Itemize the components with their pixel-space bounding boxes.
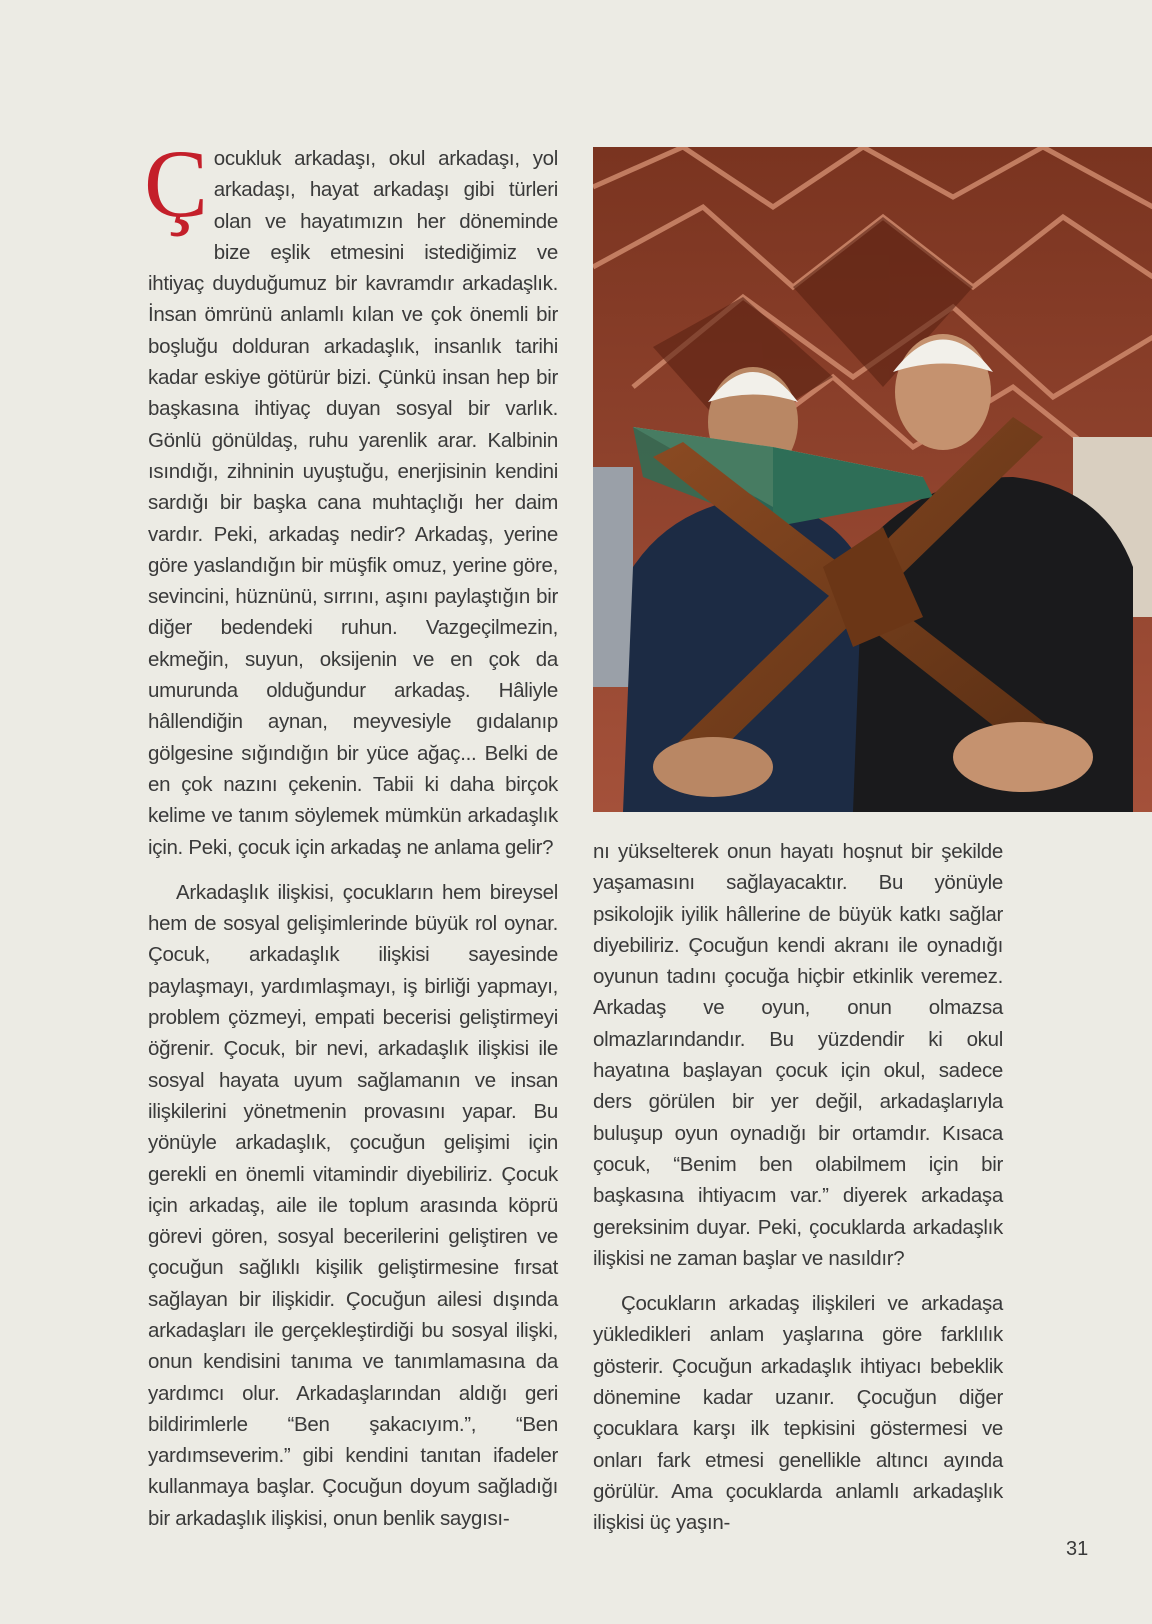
paragraph-age-friendship: Çocukların arkadaş ilişkileri ve arkadaşa yükledikleri anlam yaşlarına göre farklılık gösterir. Çocuğun arkadaşlık ihtiyacı bebeklik dönemine kadar uzanır. Çocuğun diğer çocuklara karşı ilk tepkisini göstermesi ve onları fark etmesi genellikle altıncı ayında görülür. Ama çocuklarda anlamlı arkadaşlık ilişkisi üç yaşın- xyxy=(593,1292,1003,1535)
paragraph-intro xyxy=(144,130,558,863)
paragraph-continuation: nı yükselterek onun hayatı hoşnut bir şekilde yaşamasını sağlayacaktır. Bu yönüyle psikolojik iyilik hâllerine de büyük katkı sağlar diyebiliriz. Çocuğun kendi akranı ile oynadığı oyunun tadını çocuğa hiçbir etkinlik veremez. Arkadaş ve oyun, onun olmazsa olmazlarındandır. Bu yüzdendir ki okul hayatına başlayan çocuk için okul, sadece ders görülen bir yer değil, arkadaşlarıyla buluşup oyun oynadığı bir ortamdır. Kısaca çocuk, “Benim ben olabilmem için bir başkasına ihtiyacım var.” diyerek arkadaşa gereksinim duyar. Peki, çocuklarda arkadaşlık ilişkisi ne zaman başlar ve nasıldır? xyxy=(593,840,1003,1270)
photo-illustration xyxy=(593,147,1152,812)
left-column xyxy=(144,130,558,1534)
paragraph-friendship-role: Arkadaşlık ilişkisi, çocukların hem bireysel hem de sosyal gelişimlerinde büyük rol oynar. Çocuk, arkadaşlık ilişkisi sayesinde paylaşmayı, yardımlaşmayı, iş birliği yapmayı, problem çözmeyi, empati becerisi geliştirmeyi öğrenir. Çocuk, bir nevi, arkadaşlık ilişkisi ile sosyal hayata uyum sağlamanın ve insan ilişkilerini yönetmenin provasını yapar. Bu yönüyle arkadaşlık, çocuğun gelişimi için gerekli en önemli vitamindir diyebiliriz. Çocuk için arkadaş, aile ile toplum arasında köprü görevi gören, sosyal becerilerini geliştiren ve çocuğun sağlıklı kişilik geliştirmesine fırsat sağlayan bir ilişkidir. Çocuğun ailesi dışında arkadaşları ile gerçekleştirdiği bu sosyal ilişki, onun kendisini tanıma ve tanımlamasına da yardımcı olur. Arkadaşlarından aldığı geri bildirimlerle “Ben şakacıyım.”, “Ben yardımseverim.” gibi kendini tanıtan ifadeler kullanmaya başlar. Çocuğun doyum sağladığı bir arkadaşlık ilişkisi, onun benlik saygısı- xyxy=(148,880,558,1530)
drop-cap: Ç xyxy=(144,130,208,237)
photo-boys-reading-quran xyxy=(593,147,1152,812)
paragraph-intro-text: ocukluk arkadaşı, okul arkadaşı, yol arkadaşı, hayat arkadaşı gibi türleri olan ve hayatımızın her döneminde bize eşlik etmesini istediğimiz ve ihtiyaç duyduğumuz bir kavramdır arkadaşlık. İnsan ömrünü anlamlı kılan ve çok önemli bir boşluğu dolduran arkadaşlık, insanlık tarihi kadar eskiye götürür bizi. Çünkü insan hep bir başkasına ihtiyaç duyan sosyal bir varlık. Gönlü gönüldaş, ruhu yarenlik arar. Kalbinin ısındığı, zihninin uyuştuğu, enerjisinin kendini sardığı bir başka cana muhtaçlığı her daim vardır. Peki, arkadaş nedir? Arkadaş, yerine göre yaslandığın bir müşfik omuz, yerine göre, sevincini, hüznünü, sırrını, aşını paylaştığın bir diğer bedendeki ruhun. Vazgeçilmezin, ekmeğin, suyun, oksijenin ve en çok da umurunda olduğundur arkadaş. Hâliyle hâllendiğin aynan, meyvesiyle gıdalanıp gölgesine sığındığın bir yüce ağaç... Belki de en çok nazını çekenin. Tabii ki daha birçok kelime ve tanım söylemek mümkün arkadaşlık için. Peki, çocuk için arkadaş ne anlama gelir? xyxy=(148,147,558,859)
right-column xyxy=(593,836,1003,1539)
page-number: 31 xyxy=(1066,1538,1089,1560)
